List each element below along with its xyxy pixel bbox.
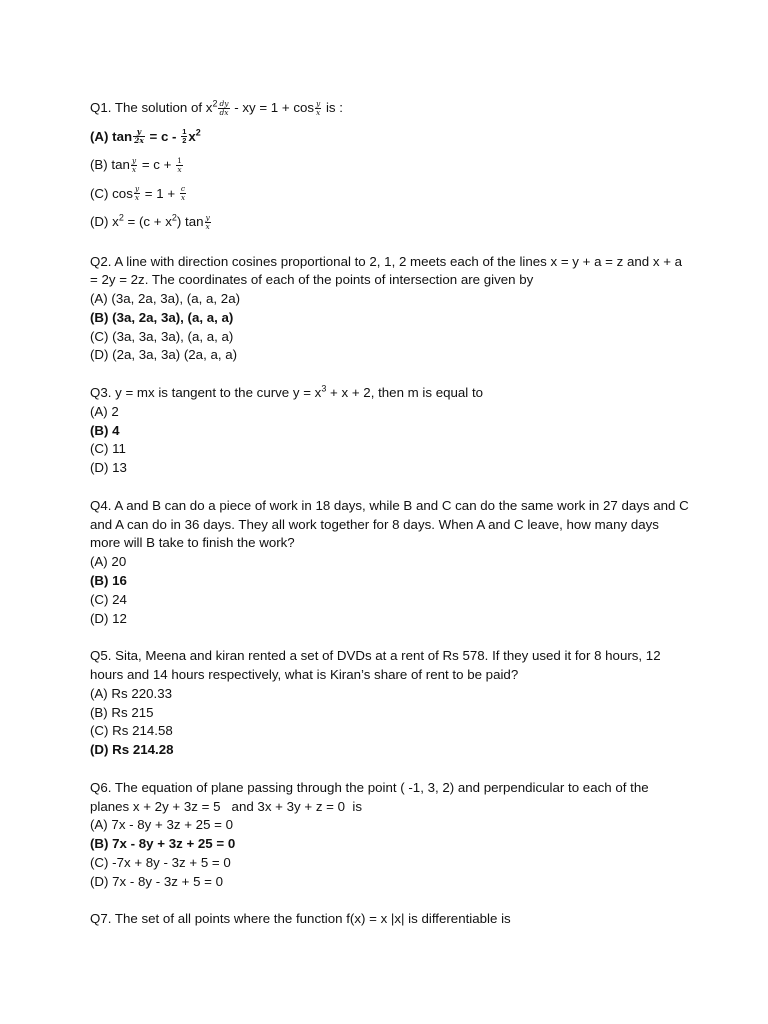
question-1-text: Q1. The solution of $x^2$ $\frac{dy}{dx}$ - xy = 1 + cos $\frac{y}{x}$ is : <box>90 98 343 117</box>
question-2-option-d: (D) (2a, 3a, 3a) (2a, a, a) <box>90 347 238 363</box>
question-3-option-d: (D) 13 <box>90 460 127 476</box>
question-6-option-b: (B) 7x - 8y + 3z + 25 = 0 <box>90 836 236 852</box>
fraction: $\frac{y}{x}$ <box>134 184 140 203</box>
question-4-option-d: (D) 12 <box>90 610 127 626</box>
question-4-option-a: (A) 20 <box>90 554 127 570</box>
question-5-option-d: (D) Rs 214.28 <box>90 742 174 758</box>
question-3 <box>90 384 690 478</box>
fraction: $\frac{y}{x}$ <box>205 212 210 231</box>
question-5-text: Q5. Sita, Meena and kiran rented a set of DVDs at a rent of Rs 578. If they used it for 8 hours, 12 hours and 14 hours respectively, what is Kiran’s share of rent to be paid? <box>90 648 661 683</box>
question-2-text: Q2. A line with direction cosines proportional to 2, 1, 2 meets each of the lines x = y + a = z and x + a = 2y = 2z. The coordinates of each of the points of intersection are given by <box>90 253 683 288</box>
fraction: $\frac{dy}{dx}$ <box>219 98 229 117</box>
fraction: $\frac{c}{x}$ <box>180 184 186 203</box>
question-1-option-a: (A) tan $\frac{y}{2x}$ = c - $\frac{1}{2}$ $x^2$ <box>90 127 201 146</box>
question-2-option-a: (A) (3a, 2a, 3a), (a, a, 2a) <box>90 291 241 307</box>
question-6 <box>90 779 690 892</box>
question-6-option-d: (D) 7x - 8y - 3z + 5 = 0 <box>90 873 224 889</box>
fraction: $\frac{1}{x}$ <box>177 155 182 174</box>
question-3-option-a: (A) 2 <box>90 403 119 419</box>
fraction: $\frac{1}{2}$ <box>182 127 187 146</box>
fraction: $\frac{y}{2x}$ <box>134 127 144 146</box>
question-7 <box>90 910 690 929</box>
question-2-option-c: (C) (3a, 3a, 3a), (a, a, a) <box>90 328 234 344</box>
question-2-option-b: (B) (3a, 2a, 3a), (a, a, a) <box>90 309 234 325</box>
question-1-option-c: (C) cos $\frac{y}{x}$ = 1 + $\frac{c}{x}$ <box>90 184 186 203</box>
question-5 <box>90 647 690 760</box>
question-3-text: Q3. y = mx is tangent to the curve $y = x^3 + x + 2$, then m is equal to <box>90 383 484 401</box>
document-page <box>90 94 690 929</box>
question-7-text: Q7. The set of all points where the function f(x) = x |x| is differentiable is <box>90 911 511 927</box>
question-4-option-c: (C) 24 <box>90 591 127 607</box>
question-1-option-b: (B) tan $\frac{y}{x}$ = c + $\frac{1}{x}$ <box>90 155 182 174</box>
question-1-option-d: (D) $x^2 = (c + x^2)$ tan $\frac{y}{x}$ <box>90 212 210 231</box>
question-5-option-c: (C) Rs 214.58 <box>90 723 173 739</box>
question-4-option-b: (B) 16 <box>90 573 127 589</box>
question-2 <box>90 253 690 366</box>
question-4-text: Q4. A and B can do a piece of work in 18 days, while B and C can do the same work in 27 days and C and A can do in 36 days. They all work together for 8 days. When A and C leave, how many days more will B take to finish the work? <box>90 497 689 551</box>
question-3-option-c: (C) 11 <box>90 441 126 457</box>
question-5-option-b: (B) Rs 215 <box>90 704 154 720</box>
question-4 <box>90 497 690 629</box>
question-5-option-a: (A) Rs 220.33 <box>90 685 173 701</box>
question-6-option-c: (C) -7x + 8y - 3z + 5 = 0 <box>90 855 231 870</box>
question-1 <box>90 94 690 237</box>
fraction: $\frac{y}{x}$ <box>316 98 321 117</box>
question-3-option-b: (B) 4 <box>90 422 120 438</box>
question-6-text: Q6. The equation of plane passing through the point ( -1, 3, 2) and perpendicular to each of the planes x + 2y + 3z = 5 and 3x + 3y + z = 0 is <box>90 779 653 814</box>
fraction: $\frac{y}{x}$ <box>131 155 137 174</box>
question-6-option-a: (A) 7x - 8y + 3z + 25 = 0 <box>90 817 234 833</box>
